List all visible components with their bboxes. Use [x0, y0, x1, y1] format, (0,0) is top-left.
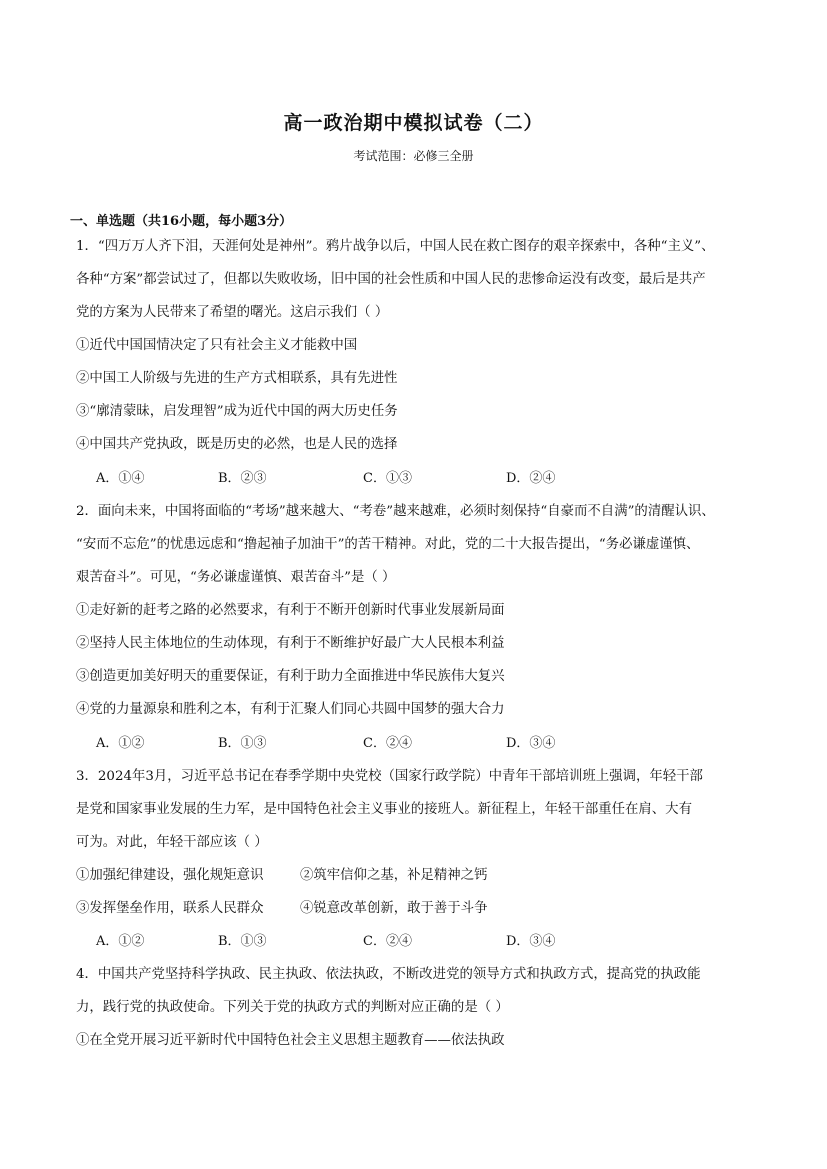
q1-options — [96, 469, 746, 489]
q2-stem-line: 艰苦奋斗”。可见，“务必谦虚谨慎、艰苦奋斗”是（ ） — [76, 570, 396, 585]
q1-option-a[interactable]: A．①④ — [96, 471, 145, 486]
q3-stem-line: 是党和国家事业发展的生力军，是中国特色社会主义事业的接班人。新征程上，年轻干部重任在肩、大有 — [76, 802, 692, 817]
q4-statement: ①在全党开展习近平新时代中国特色社会主义思想主题教育——依法执政 — [76, 1033, 505, 1048]
q3-statement: ①加强纪律建设，强化规矩意识 — [76, 868, 264, 883]
q4-stem-line: 4．中国共产党坚持科学执政、民主执政、依法执政，不断改进党的领导方式和执政方式，提高党的执政能 — [76, 967, 701, 982]
page-title: 高一政治期中模拟试卷（二） — [283, 112, 544, 134]
q2-statement: ②坚持人民主体地位的生动体现，有利于不断维护好最广大人民根本利益 — [76, 636, 505, 651]
q3-stem-line: 3．2024年3月，习近平总书记在春季学期中央党校（国家行政学院）中青年干部培训班上强调，年轻干部 — [76, 769, 703, 784]
q1-option-c[interactable]: C．①③ — [363, 471, 412, 486]
q2-option-c[interactable]: C．②④ — [363, 736, 412, 751]
q1-option-d[interactable]: D．②④ — [506, 471, 556, 486]
q1-stem-line: 1．“四万万人齐下泪，天涯何处是神州”。鸦片战争以后，中国人民在救亡图存的艰辛探索中，各种“主义”、 — [76, 239, 715, 254]
q2-stem-line: 2．面向未来，中国将面临的“考场”越来越大、“考卷”越来越难，必须时刻保持“自豪而不自满”的清醒认识、 — [76, 504, 715, 519]
q1-stem-line: 各种“方案”都尝试过了，但都以失败收场，旧中国的社会性质和中国人民的悲惨命运没有改变，最后是共产 — [76, 272, 706, 287]
q3-option-b[interactable]: B．①③ — [218, 934, 267, 949]
q3-option-a[interactable]: A．①② — [96, 934, 145, 949]
q2-option-d[interactable]: D．③④ — [506, 736, 556, 751]
q1-option-b[interactable]: B．②③ — [218, 471, 267, 486]
q2-options — [96, 734, 746, 754]
q1-stem-line: 党的方案为人民带来了希望的曙光。这启示我们（ ） — [76, 305, 389, 320]
q1-statement: ④中国共产党执政，既是历史的必然，也是人民的选择 — [76, 437, 398, 452]
section-heading: 一、单选题（共16小题，每小题3分） — [70, 214, 293, 229]
q3-option-d[interactable]: D．③④ — [506, 934, 556, 949]
q3-options — [96, 932, 746, 952]
q2-statement: ③创造更加美好明天的重要保证，有利于助力全面推进中华民族伟大复兴 — [76, 669, 505, 684]
q2-option-a[interactable]: A．①② — [96, 736, 145, 751]
exam-scope: 考试范围：必修三全册 — [353, 149, 474, 163]
q3-statement: ④锐意改革创新，敢于善于斗争 — [300, 901, 488, 916]
q2-statement: ④党的力量源泉和胜利之本，有利于汇聚人们同心共圆中国梦的强大合力 — [76, 702, 505, 717]
q2-option-b[interactable]: B．①③ — [218, 736, 267, 751]
q1-statement: ②中国工人阶级与先进的生产方式相联系，具有先进性 — [76, 371, 398, 386]
q1-statement: ①近代中国国情决定了只有社会主义才能救中国 — [76, 338, 358, 353]
q2-statement: ①走好新的赶考之路的必然要求，有利于不断开创新时代事业发展新局面 — [76, 603, 505, 618]
q3-statement: ②筑牢信仰之基，补足精神之钙 — [300, 868, 488, 883]
q3-statement: ③发挥堡垒作用，联系人民群众 — [76, 901, 264, 916]
q3-stem-line: 可为。对此，年轻干部应该（ ） — [76, 835, 268, 850]
q4-stem-line: 力，践行党的执政使命。下列关于党的执政方式的判断对应正确的是（ ） — [76, 1000, 509, 1015]
q1-statement: ③“廓清蒙昧，启发理智”成为近代中国的两大历史任务 — [76, 404, 398, 419]
q3-option-c[interactable]: C．②④ — [363, 934, 412, 949]
q2-stem-line: “安而不忘危”的忧患远虑和“撸起袖子加油干”的苦干精神。对此，党的二十大报告提出，“务必谦虚谨慎、 — [76, 537, 700, 552]
